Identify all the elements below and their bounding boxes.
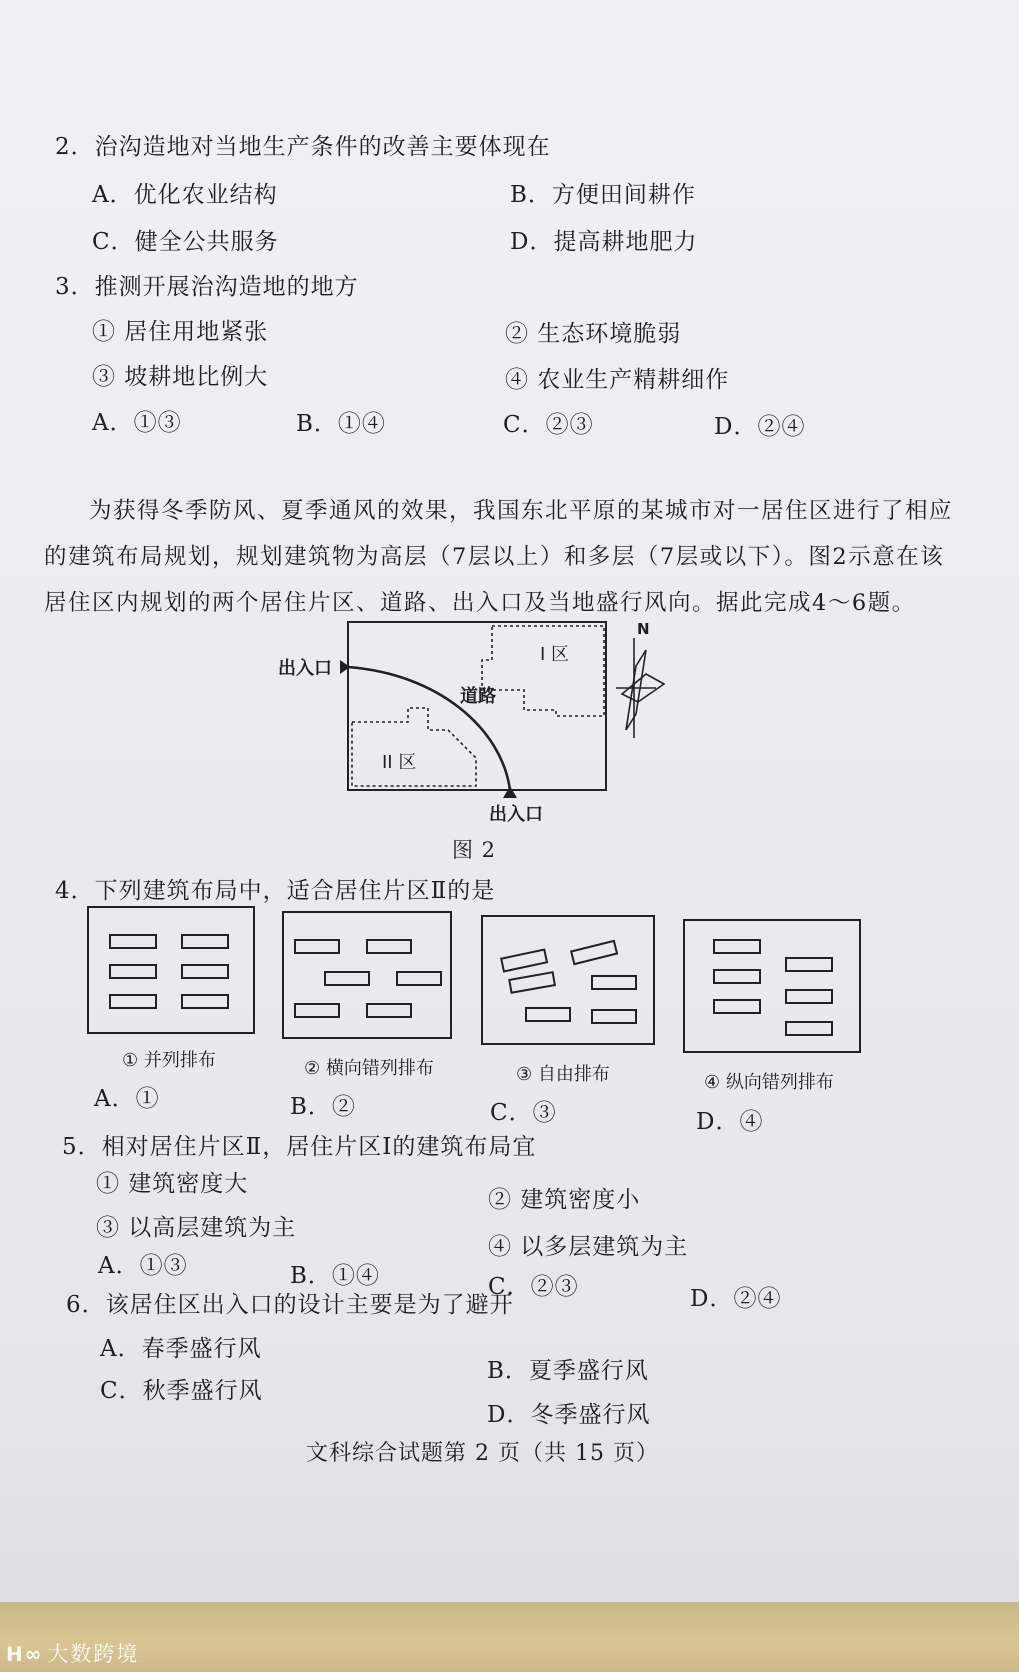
q3-stem: 3．推测开展治沟造地的地方 <box>55 274 359 300</box>
figure-2-caption: 图 2 <box>452 838 497 862</box>
passage-line-3: 居住区内规划的两个居住片区、道路、出入口及当地盛行风向。据此完成4～6题。 <box>44 590 916 616</box>
page-footer: 文科综合试题第 2 页（共 15 页） <box>306 1441 659 1466</box>
wind-rose-icon <box>616 638 664 738</box>
q3-statement-4: ④ 农业生产精耕细作 <box>505 367 730 393</box>
q3-option-b: B．①④ <box>296 411 386 437</box>
q3-option-c: C．②③ <box>503 412 594 438</box>
layout-1-diagram <box>86 905 258 1037</box>
north-label: N <box>637 620 650 638</box>
q2-option-b: B．方便田间耕作 <box>510 182 696 208</box>
watermark-logo-icon: ᕼ∞ <box>6 1642 44 1666</box>
passage <box>44 488 984 626</box>
entrance-bottom-arrow <box>503 786 517 798</box>
layout-3-label: ③ 自由排布 <box>516 1064 610 1085</box>
q2-stem: 2．治沟造地对当地生产条件的改善主要体现在 <box>55 134 551 160</box>
entrance-left-label: 出入口 <box>278 658 332 679</box>
q5-option-c: C．②③ <box>488 1274 579 1300</box>
q4-option-d: D．④ <box>696 1109 764 1135</box>
passage-line-2: 的建筑布局规划，规划建筑物为高层（7层以上）和多层（7层或以下）。图2示意在该 <box>44 544 945 570</box>
q5-stem: 5．相对居住片区Ⅱ，居住片区Ⅰ的建筑布局宜 <box>62 1134 537 1160</box>
q6-stem: 6．该居住区出入口的设计主要是为了避开 <box>66 1292 514 1318</box>
q3-option-d: D．②④ <box>714 414 806 440</box>
q3-statement-1: ① 居住用地紧张 <box>92 319 269 345</box>
layout-4-diagram <box>682 918 864 1056</box>
q2-option-d: D．提高耕地肥力 <box>510 229 698 255</box>
q6-option-a: A．春季盛行风 <box>100 1336 262 1362</box>
entrance-bottom-label: 出入口 <box>489 804 543 825</box>
q5-option-d: D．②④ <box>690 1286 782 1312</box>
q6-option-b: B．夏季盛行风 <box>487 1358 649 1384</box>
q3-statement-3: ③ 坡耕地比例大 <box>92 364 269 390</box>
q3-statement-2: ② 生态环境脆弱 <box>505 321 682 347</box>
layout-2-diagram <box>281 910 455 1042</box>
layout-3-diagram <box>480 914 658 1048</box>
layout-1-label: ① 并列排布 <box>122 1050 216 1071</box>
q2-option-c: C．健全公共服务 <box>92 229 279 255</box>
zone-1-label: I 区 <box>540 644 570 665</box>
watermark-text: 大数跨境 <box>47 1642 140 1666</box>
q3-option-a: A．①③ <box>92 410 182 436</box>
q5-option-b: B．①④ <box>290 1263 380 1289</box>
q5-statement-4: ④ 以多层建筑为主 <box>488 1234 689 1260</box>
q4-stem: 4．下列建筑布局中，适合居住片区Ⅱ的是 <box>55 878 496 904</box>
q6-option-d: D．冬季盛行风 <box>487 1402 651 1428</box>
figure-2 <box>270 610 690 840</box>
zone-2-label: II 区 <box>382 752 417 773</box>
road-label: 道路 <box>460 686 496 707</box>
q6-option-c: C．秋季盛行风 <box>100 1378 263 1404</box>
layout-2-label: ② 横向错列排布 <box>304 1058 434 1079</box>
q5-statement-1: ① 建筑密度大 <box>96 1171 249 1197</box>
q4-option-a: A．① <box>94 1086 160 1112</box>
q4-option-b: B．② <box>290 1094 356 1120</box>
q5-statement-3: ③ 以高层建筑为主 <box>96 1215 297 1241</box>
layout-4-label: ④ 纵向错列排布 <box>704 1072 834 1093</box>
table-edge-background <box>0 1602 1019 1672</box>
q4-option-c: C．③ <box>490 1100 557 1126</box>
q2-option-a: A．优化农业结构 <box>92 182 278 208</box>
q5-statement-2: ② 建筑密度小 <box>488 1187 641 1213</box>
zone-2-boundary <box>352 708 476 786</box>
q5-option-a: A．①③ <box>98 1253 188 1279</box>
passage-line-1: 为获得冬季防风、夏季通风的效果，我国东北平原的某城市对一居住区进行了相应 <box>89 498 954 524</box>
watermark <box>6 1638 139 1668</box>
